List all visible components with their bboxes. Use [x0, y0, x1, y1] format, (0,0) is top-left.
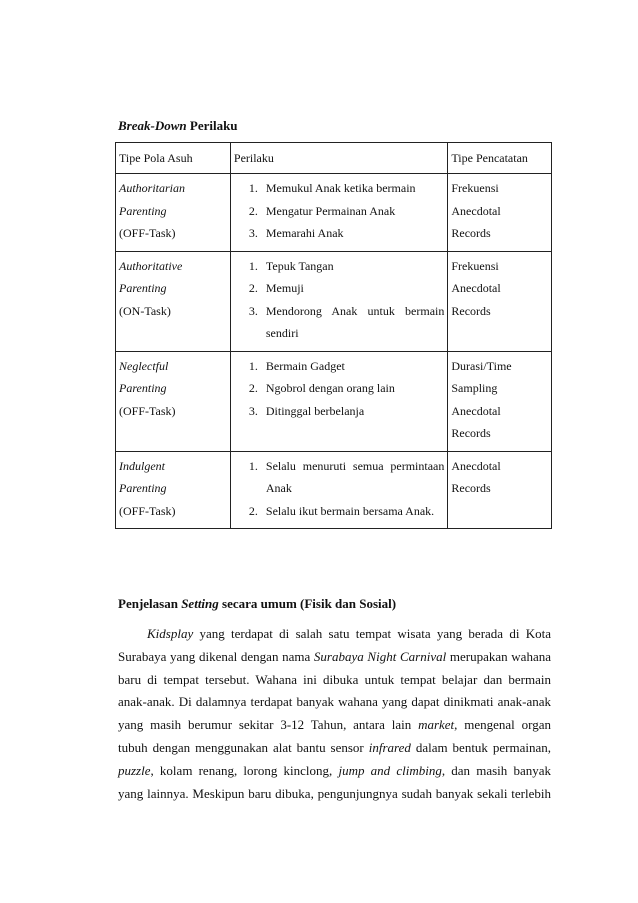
- list-item: 1. Selalu menuruti semua permintaan Anak: [248, 458, 445, 495]
- pattern-cell: Indulgent Parenting (OFF-Task): [116, 451, 231, 529]
- list-item: 3. Memarahi Anak: [248, 226, 344, 240]
- behavior-cell: [230, 174, 447, 252]
- paragraph-line: yang masih berumur sekitar 3-12 Tahun, antara lain market, mengenal organ: [118, 717, 551, 733]
- paragraph-line: baru di tempat tersebut. Wahana ini dibuka untuk tempat belajar dan bermain: [118, 671, 551, 687]
- paragraph-line: Surabaya yang dikenal dengan nama Surabaya Night Carnival merupakan wahana: [118, 648, 551, 664]
- record-cell: Durasi/Time Sampling Anecdotal Records: [448, 351, 552, 451]
- header-record: Tipe Pencatatan: [448, 143, 552, 174]
- table-title: Break-Down Perilaku: [118, 118, 238, 133]
- record-cell: Anecdotal Records: [448, 451, 552, 529]
- list-item: 2. Selalu ikut bermain bersama Anak.: [248, 503, 435, 518]
- paragraph-line: Kidsplay yang terdapat di salah satu tempat wisata yang berada di Kota: [147, 626, 551, 641]
- section-title: Penjelasan Setting secara umum (Fisik dan Sosial): [118, 596, 397, 611]
- paragraph-line: puzzle, kolam renang, lorong kinclong, jump and climbing, dan masih banyak: [118, 762, 551, 778]
- record-cell: Frekuensi Anecdotal Records: [448, 251, 552, 351]
- behavior-table: [115, 142, 552, 529]
- pattern-cell: Neglectful Parenting (OFF-Task): [116, 351, 231, 451]
- list-item: 1. Tepuk Tangan: [248, 258, 334, 273]
- list-item: 3. Ditinggal berbelanja: [248, 403, 365, 418]
- record-cell: Frekuensi Anecdotal Records: [448, 174, 552, 252]
- list-item: 1. Bermain Gadget: [248, 358, 345, 373]
- table-row: [116, 351, 552, 451]
- paragraph-line: tubuh dengan menggunakan alat bantu sensor infrared dalam bentuk permainan,: [118, 739, 552, 755]
- body-paragraph: [118, 623, 551, 805]
- behavior-cell: [230, 351, 447, 451]
- table-row: [116, 451, 552, 529]
- behavior-cell: [230, 451, 447, 529]
- behavior-cell: [230, 251, 447, 351]
- paragraph-line: anak-anak. Di dalamnya terdapat banyak wahana yang dapat dinikmati anak-anak: [118, 694, 551, 710]
- table-header-row: [116, 143, 552, 174]
- list-item: 1. Memukul Anak ketika bermain: [248, 181, 416, 195]
- list-item: 3. Mendorong Anak untuk bermain sendiri: [248, 303, 445, 340]
- pattern-cell: Authoritative Parenting (ON-Task): [116, 251, 231, 351]
- list-item: 2. Memuji: [248, 281, 304, 295]
- paragraph-line: yang lainnya. Meskipun baru dibuka, pengunjungnya sudah banyak sekali terlebih: [118, 785, 551, 801]
- table-row: [116, 174, 552, 252]
- list-item: 2. Ngobrol dengan orang lain: [248, 381, 395, 395]
- table-row: [116, 251, 552, 351]
- pattern-cell: Authoritarian Parenting (OFF-Task): [116, 174, 231, 252]
- header-behavior: Perilaku: [230, 143, 447, 174]
- list-item: 2. Mengatur Permainan Anak: [248, 203, 396, 218]
- header-pattern: Tipe Pola Asuh: [116, 143, 231, 174]
